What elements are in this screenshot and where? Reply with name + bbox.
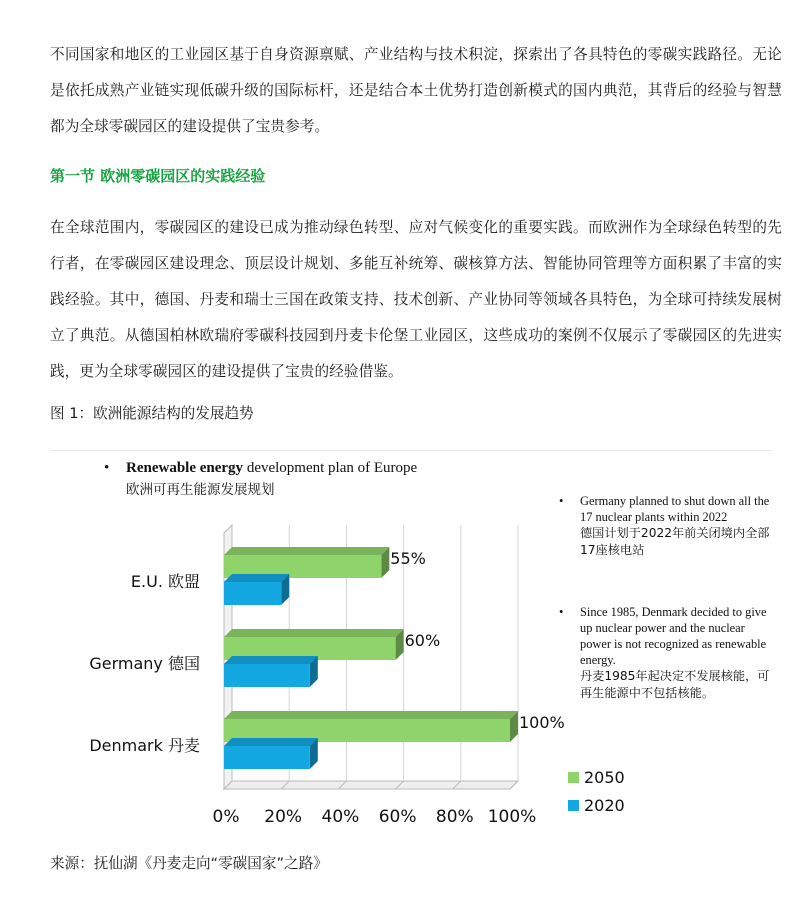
x-tick-label: 60% [378,807,417,827]
chart-bars [224,547,518,769]
x-tick-label: 100% [487,807,537,827]
body-paragraph: 在全球范围内，零碳园区的建设已成为推动绿色转型、应对气候变化的重要实践。而欧洲作为全球绿色转型的先行者，在零碳园区建设理念、顶层设计规划、多能互补统筹、碳核算方法、智能协同管理等方面积累了丰富的实践经验。其中，德国、丹麦和瑞士三国在政策支持、技术创新、产业协同等领域各具特色，为全球可持续发展树立了典范。从德国柏林欧瑞府零碳科技园到丹麦卡伦堡工业园区，这些成功的案例不仅展示了零碳园区的先进实践，更为全球零碳园区的建设提供了宝贵的经验借鉴。 [50,219,782,380]
note-germany-en: Germany planned to shut down all the 17 nuclear plants within 2022 [580,494,770,524]
note-denmark [559,604,770,702]
bar-top [224,656,318,664]
figure-title-rest: development plan of Europe [243,460,418,476]
category-label: Germany 德国 [89,654,200,673]
source-text: 来源：抚仙湖《丹麦走向“零碳国家”之路》 [50,855,328,872]
bar-2020 [224,746,310,769]
bullet-icon: • [104,460,110,476]
figure-subtitle: 欧洲可再生能源发展规划 [126,482,275,498]
data-label: 60% [404,631,441,650]
note-denmark-en: Since 1985, Denmark decided to give up nuclear power and the nuclear power is not recognized as renewable energy. [580,605,767,667]
note-germany-zh: 德国计划于2022年前关闭境内全部17座核电站 [580,526,770,557]
x-tick-label: 20% [264,807,303,827]
note-denmark-zh: 丹麦1985年起决定不发展核能，可再生能源中不包括核能。 [580,669,770,700]
bullet-icon: • [559,494,564,508]
bar-2020 [224,664,310,687]
legend-label-2050: 2050 [584,768,625,787]
category-label: Denmark 丹麦 [89,736,200,755]
x-tick-label: 80% [435,807,474,827]
bar-2020 [224,582,281,605]
bar-top [224,547,389,555]
bar-top [224,574,289,582]
figure-caption: 图 1：欧洲能源结构的发展趋势 [50,405,254,422]
bullet-icon: • [559,605,564,619]
intro-paragraph: 不同国家和地区的工业园区基于自身资源禀赋、产业结构与技术积淀，探索出了各具特色的零碳实践路径。无论是依托成熟产业链实现低碳升级的国际标杆，还是结合本土优势打造创新模式的国内典范，其背后的经验与智慧都为全球零碳园区的建设提供了宝贵参考。 [50,46,782,135]
data-label: 100% [519,713,565,732]
x-tick-label: 40% [321,807,360,827]
figure-title-bold: Renewable energy [126,460,244,476]
chart-legend [568,768,625,815]
bar-top [224,711,518,719]
figure-energy-structure [50,450,772,841]
legend-swatch-2020 [568,800,579,811]
x-tick-label: 0% [212,807,240,827]
data-label: 55% [390,549,426,568]
note-germany [559,493,770,559]
legend-swatch-2050 [568,772,579,783]
section-title: 第一节 欧洲零碳园区的实践经验 [50,167,266,185]
category-label: E.U. 欧盟 [130,572,200,591]
bar-top [224,629,404,637]
bar-top [224,738,318,746]
legend-label-2020: 2020 [584,796,625,815]
chart-floor [224,781,518,789]
